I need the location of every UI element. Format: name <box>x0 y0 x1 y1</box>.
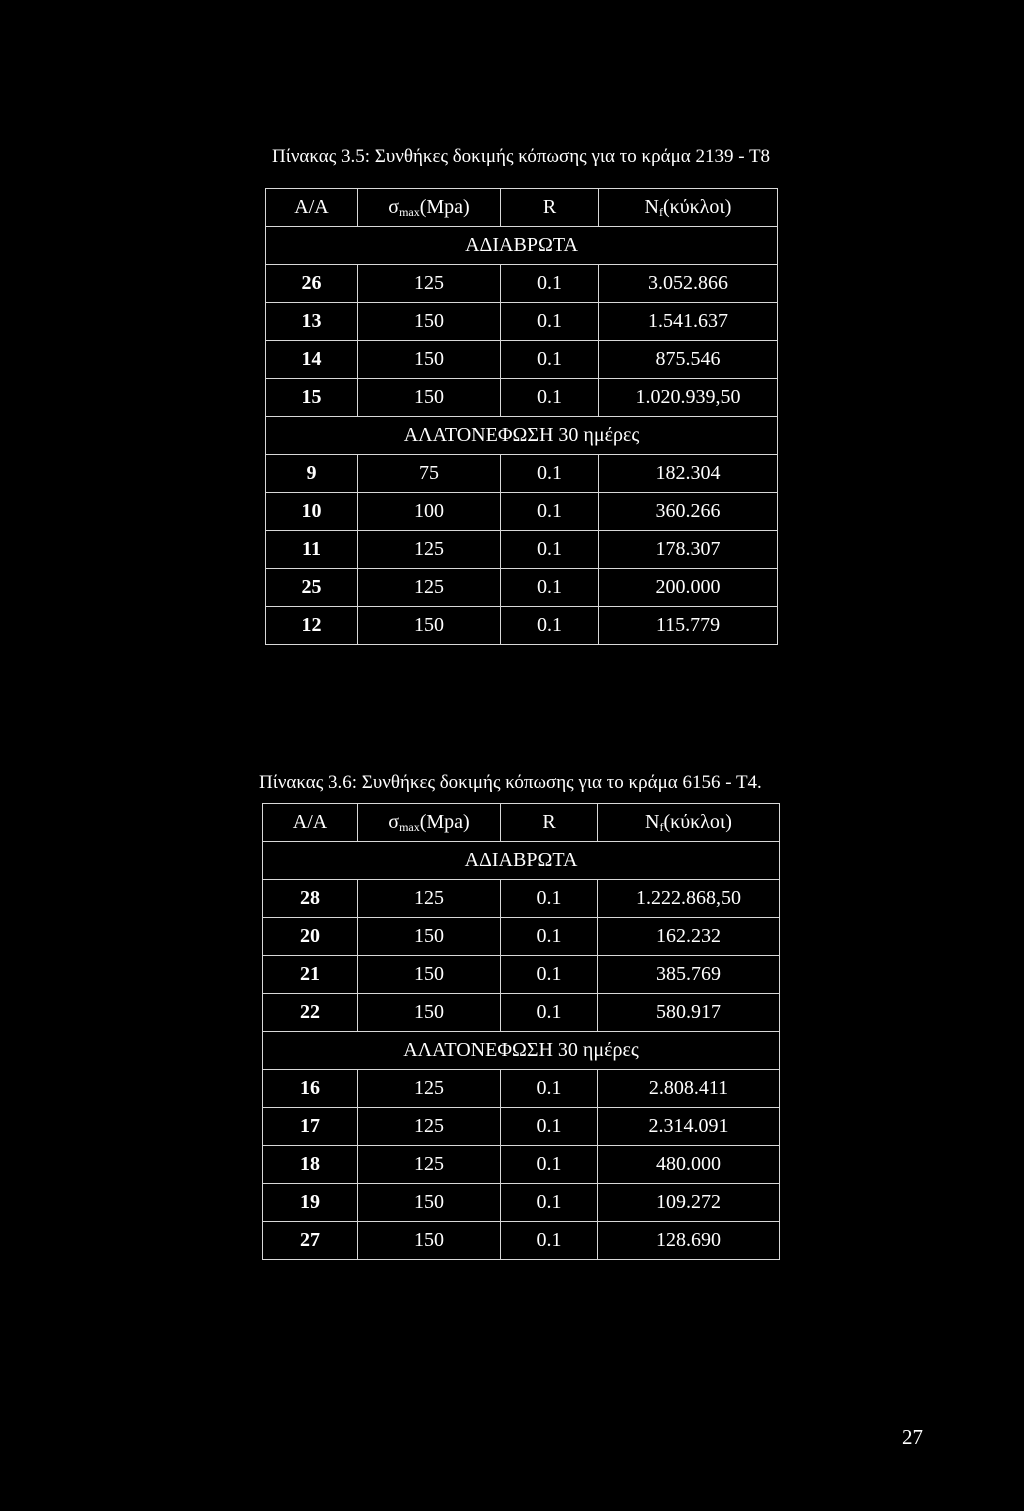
row-index-cell: 13 <box>266 303 358 341</box>
smax-cell: 125 <box>358 1146 501 1184</box>
r-cell: 0.1 <box>501 265 599 303</box>
row-index-cell: 28 <box>263 880 358 918</box>
smax-cell: 150 <box>358 956 501 994</box>
r-cell: 0.1 <box>501 1070 598 1108</box>
r-cell: 0.1 <box>501 1108 598 1146</box>
smax-subscript: max <box>399 819 420 834</box>
section-row <box>263 842 780 880</box>
row-index-cell: 10 <box>266 493 358 531</box>
row-index-cell: 14 <box>266 341 358 379</box>
r-cell: 0.1 <box>501 531 599 569</box>
table-row <box>266 569 778 607</box>
nf-cell: 2.314.091 <box>598 1108 780 1146</box>
smax-cell: 150 <box>358 994 501 1032</box>
nf-unit: (κύκλοι) <box>663 810 732 833</box>
fatigue-table-6156 <box>262 803 780 1260</box>
smax-cell: 125 <box>358 880 501 918</box>
smax-cell: 150 <box>358 918 501 956</box>
r-cell: 0.1 <box>501 1146 598 1184</box>
smax-cell: 75 <box>358 455 501 493</box>
smax-cell: 125 <box>358 569 501 607</box>
table-body <box>266 227 778 645</box>
nf-symbol: N <box>644 195 659 218</box>
nf-cell: 200.000 <box>599 569 778 607</box>
row-index-cell: 21 <box>263 956 358 994</box>
smax-cell: 150 <box>358 303 501 341</box>
row-index-cell: 12 <box>266 607 358 645</box>
smax-symbol: σ <box>388 810 400 833</box>
page-number: 27 <box>902 1425 923 1449</box>
nf-cell: 1.222.868,50 <box>598 880 780 918</box>
r-cell: 0.1 <box>501 994 598 1032</box>
smax-symbol: σ <box>388 195 400 218</box>
table-caption: Πίνακας 3.6: Συνθήκες δοκιμής κόπωσης για το κράμα 6156 - Τ4. <box>259 772 762 793</box>
table-row <box>263 1222 780 1260</box>
column-header-smax <box>358 189 501 227</box>
table-row <box>266 531 778 569</box>
section-title: ΑΛΑΤΟΝΕΦΩΣΗ 30 ημέρες <box>263 1032 780 1070</box>
table-row <box>266 607 778 645</box>
smax-cell: 150 <box>358 1222 501 1260</box>
smax-cell: 125 <box>358 265 501 303</box>
column-header-index: Α/Α <box>263 804 358 842</box>
section-row <box>263 1032 780 1070</box>
section-title: ΑΔΙΑΒΡΩΤΑ <box>266 227 778 265</box>
column-header-smax <box>358 804 501 842</box>
row-index-cell: 26 <box>266 265 358 303</box>
table-header-row <box>263 804 780 842</box>
section-title: ΑΛΑΤΟΝΕΦΩΣΗ 30 ημέρες <box>266 417 778 455</box>
nf-cell: 3.052.866 <box>599 265 778 303</box>
table-row <box>266 303 778 341</box>
r-cell: 0.1 <box>501 455 599 493</box>
column-header-r: R <box>501 189 599 227</box>
nf-unit: (κύκλοι) <box>662 195 732 218</box>
table-caption: Πίνακας 3.5: Συνθήκες δοκιμής κόπωσης για το κράμα 2139 - Τ8 <box>272 146 771 167</box>
row-index-cell: 22 <box>263 994 358 1032</box>
nf-cell: 178.307 <box>599 531 778 569</box>
nf-cell: 182.304 <box>599 455 778 493</box>
smax-cell: 150 <box>358 341 501 379</box>
table-row <box>263 1184 780 1222</box>
smax-cell: 150 <box>358 379 501 417</box>
table-row <box>266 455 778 493</box>
smax-cell: 125 <box>358 1108 501 1146</box>
table-row <box>266 265 778 303</box>
nf-cell: 1.020.939,50 <box>599 379 778 417</box>
nf-cell: 580.917 <box>598 994 780 1032</box>
row-index-cell: 27 <box>263 1222 358 1260</box>
section-row <box>266 227 778 265</box>
r-cell: 0.1 <box>501 341 599 379</box>
smax-cell: 100 <box>358 493 501 531</box>
row-index-cell: 25 <box>266 569 358 607</box>
table-row <box>263 1108 780 1146</box>
nf-cell: 115.779 <box>599 607 778 645</box>
r-cell: 0.1 <box>501 569 599 607</box>
table-row <box>263 918 780 956</box>
column-header-nf <box>598 804 780 842</box>
smax-cell: 150 <box>358 607 501 645</box>
nf-cell: 385.769 <box>598 956 780 994</box>
nf-cell: 1.541.637 <box>599 303 778 341</box>
table-row <box>266 493 778 531</box>
column-header-nf <box>599 189 778 227</box>
r-cell: 0.1 <box>501 303 599 341</box>
r-cell: 0.1 <box>501 379 599 417</box>
table-row <box>263 1146 780 1184</box>
nf-cell: 875.546 <box>599 341 778 379</box>
fatigue-table-2139 <box>265 188 778 645</box>
nf-subscript: f <box>658 204 663 219</box>
smax-cell: 150 <box>358 1184 501 1222</box>
table-row <box>266 341 778 379</box>
smax-cell: 125 <box>358 531 501 569</box>
r-cell: 0.1 <box>501 956 598 994</box>
nf-cell: 109.272 <box>598 1184 780 1222</box>
nf-cell: 360.266 <box>599 493 778 531</box>
smax-unit: (Mpa) <box>419 195 470 218</box>
nf-symbol: N <box>645 810 660 833</box>
table-row <box>263 1070 780 1108</box>
r-cell: 0.1 <box>501 493 599 531</box>
r-cell: 0.1 <box>501 880 598 918</box>
table-row <box>266 379 778 417</box>
smax-subscript: max <box>399 204 420 219</box>
smax-unit: (Mpa) <box>419 810 470 833</box>
nf-subscript: f <box>659 819 664 834</box>
r-cell: 0.1 <box>501 1222 598 1260</box>
column-header-r: R <box>501 804 598 842</box>
row-index-cell: 19 <box>263 1184 358 1222</box>
section-row <box>266 417 778 455</box>
nf-cell: 162.232 <box>598 918 780 956</box>
row-index-cell: 17 <box>263 1108 358 1146</box>
row-index-cell: 11 <box>266 531 358 569</box>
r-cell: 0.1 <box>501 918 598 956</box>
r-cell: 0.1 <box>501 1184 598 1222</box>
row-index-cell: 20 <box>263 918 358 956</box>
table-header-row <box>266 189 778 227</box>
nf-cell: 128.690 <box>598 1222 780 1260</box>
row-index-cell: 16 <box>263 1070 358 1108</box>
row-index-cell: 15 <box>266 379 358 417</box>
row-index-cell: 9 <box>266 455 358 493</box>
table-row <box>263 956 780 994</box>
nf-cell: 480.000 <box>598 1146 780 1184</box>
row-index-cell: 18 <box>263 1146 358 1184</box>
table-body <box>263 842 780 1260</box>
section-title: ΑΔΙΑΒΡΩΤΑ <box>263 842 780 880</box>
nf-cell: 2.808.411 <box>598 1070 780 1108</box>
smax-cell: 125 <box>358 1070 501 1108</box>
table-row <box>263 994 780 1032</box>
column-header-index: Α/Α <box>266 189 358 227</box>
table-row <box>263 880 780 918</box>
r-cell: 0.1 <box>501 607 599 645</box>
